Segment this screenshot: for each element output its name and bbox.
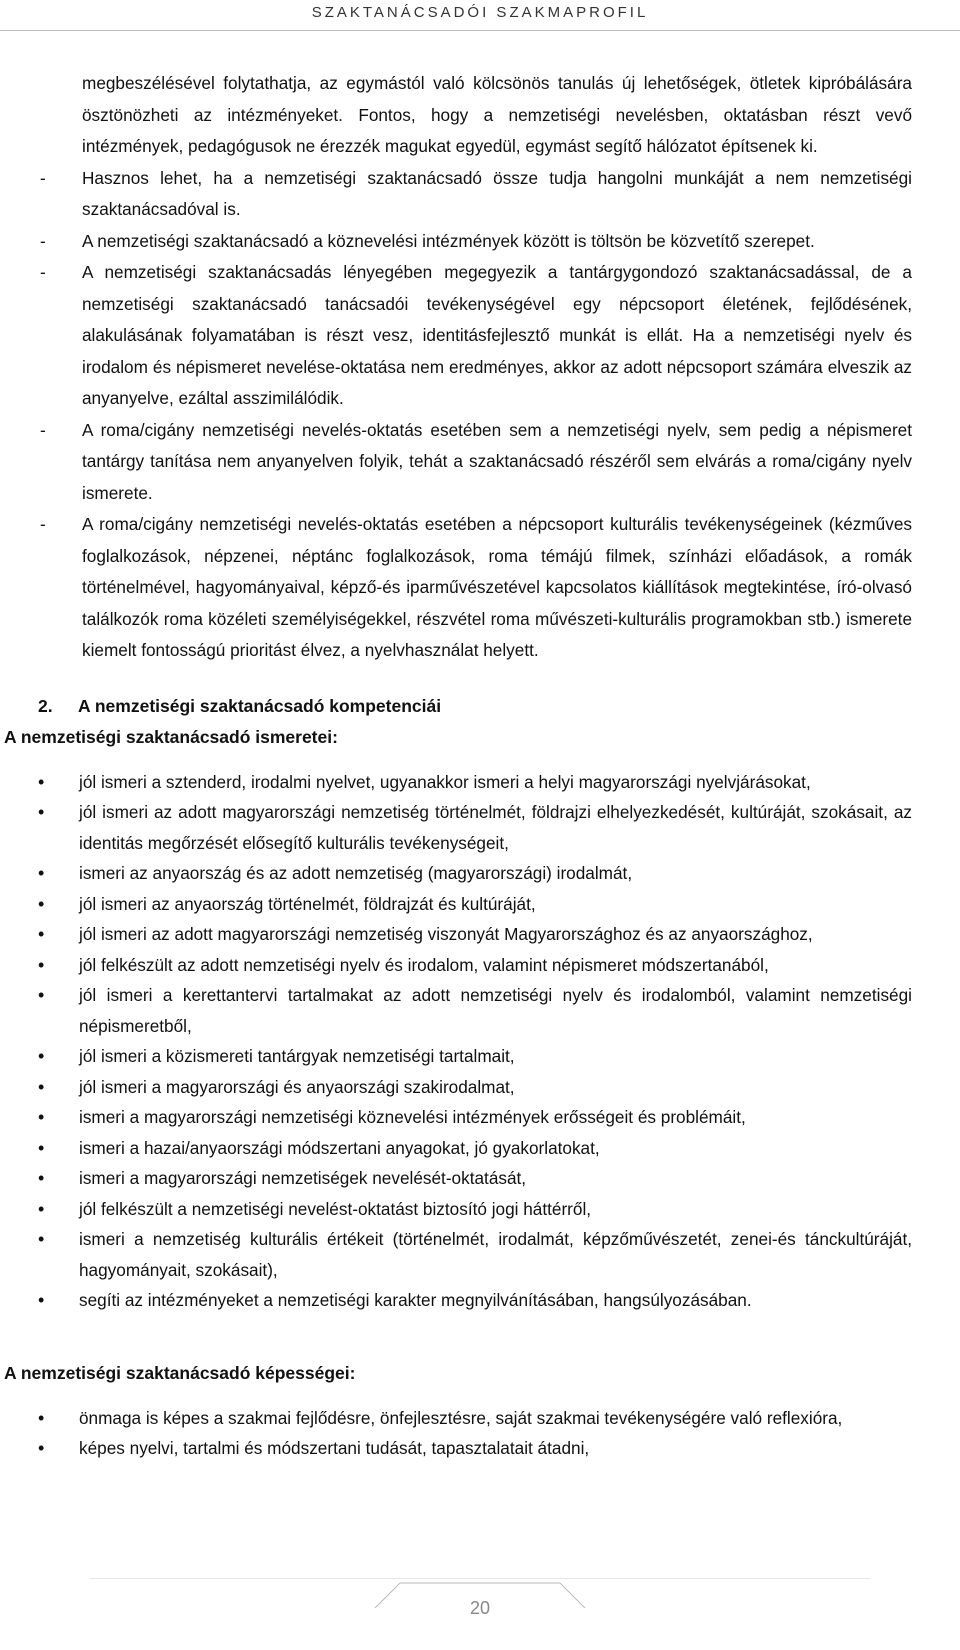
list-item: [38, 1072, 912, 1103]
dash-item-text: A roma/cigány nemzetiségi nevelés-oktatás esetében a népcsoport kulturális tevékenységeinek (kézműves foglalkozások, népzenei, néptánc foglalkozások, roma témájú filmek, színházi előadások, a romák történelmével, hagyományaival, képző-és iparművészetével kapcsolatos kiállítások megtekintése, író-olvasó találkozók roma közéleti személyiségekkel, részvétel roma művészeti-kulturális programokban stb.) ismerete kiemelt fontosságú prioritást élvez, a nyelvhasználat helyett.: [82, 514, 912, 660]
list-item: [38, 919, 912, 950]
list-item-text: önmaga is képes a szakmai fejlődésre, önfejlesztésre, saját szakmai tevékenységére való reflexióra,: [79, 1407, 843, 1428]
dash-item-text: A nemzetiségi szaktanácsadás lényegében megegyezik a tantárgygondozó szaktanácsadással, de a nemzetiségi szaktanácsadó tanácsadói tevékenységével egy népcsoport életének, fejlődésének, alakulásának folyamatában is részt vesz, identitásfejlesztő munkát is ellát. Ha a nemzetiségi nyelv és irodalom és népismeret nevelése-oktatása nem eredményes, akkor az adott népcsoport számára elveszik az anyanyelve, ezáltal asszimilálódik.: [82, 262, 912, 408]
list-item: [38, 1163, 912, 1194]
list-item: [38, 767, 912, 798]
bullet-marker: •: [38, 1137, 45, 1158]
list-item: [38, 1285, 912, 1316]
list-item-text: képes nyelvi, tartalmi és módszertani tudását, tapasztalatait átadni,: [79, 1438, 590, 1458]
list-item-text: jól ismeri a kerettantervi tartalmakat az adott nemzetiségi nyelv és irodalomból, valamint nemzetiségi népismeretből,: [79, 985, 912, 1036]
list-item-text: segíti az intézményeket a nemzetiségi karakter megnyilvánításában, hangsúlyozásában.: [79, 1290, 752, 1310]
page-footer: [0, 1578, 960, 1650]
list-item-text: ismeri az anyaország és az adott nemzetiség (magyarországi) irodalmát,: [79, 863, 633, 883]
dash-list: [0, 163, 960, 667]
dash-item-text: A roma/cigány nemzetiségi nevelés-oktatás esetében sem a nemzetiségi nyelv, sem pedig a népismeret tantárgy tanítása nem anyanyelven folyik, tehát a szaktanácsadó részéről sem elvárás a roma/cigány nyelv ismerete.: [82, 419, 912, 503]
bullet-marker: •: [38, 1438, 45, 1458]
knowledge-heading: A nemzetiségi szaktanácsadó ismeretei:: [4, 726, 338, 747]
list-item: [38, 1433, 912, 1464]
list-item-text: ismeri a nemzetiség kulturális értékeit (történelmét, irodalmát, képzőművészetét, zenei-és tánckultúráját, hagyományait, szokásait),: [79, 1229, 912, 1280]
bullet-marker: •: [38, 1046, 45, 1066]
list-item-text: jól ismeri az anyaország történelmét, földrajzát és kultúráját,: [79, 893, 536, 914]
list-item: [38, 1102, 912, 1133]
bullet-marker: •: [38, 1198, 45, 1219]
bullet-marker: •: [38, 1168, 45, 1188]
list-item: [38, 1403, 912, 1434]
dash-item-text: A nemzetiségi szaktanácsadó a köznevelési intézmények között is töltsön be közvetítő szerepet.: [82, 230, 815, 251]
list-item: [38, 1133, 912, 1164]
list-item-text: ismeri a hazai/anyaországi módszertani anyagokat, jó gyakorlatokat,: [79, 1137, 600, 1158]
header-rule: [0, 30, 960, 31]
list-item: [38, 950, 912, 981]
list-item: [38, 1041, 912, 1072]
dash-marker: -: [40, 230, 46, 251]
intro-paragraph: megbeszélésével folytathatja, az egymástól való kölcsönös tanulás új lehetőségek, ötletek kipróbálására ösztönözheti az intézményeket. Fontos, hogy a nemzetiségi nevelésben, oktatásban részt vevő intézmények, pedagógusok ne érezzék magukat egyedül, egymást segítő hálózatot építsenek ki.: [82, 73, 912, 156]
list-item-text: ismeri a magyarországi nemzetiségi köznevelési intézmények erősségeit és problémáit,: [79, 1107, 746, 1127]
section-number: 2.: [38, 695, 53, 716]
bullet-marker: •: [38, 771, 45, 792]
list-item: [38, 858, 912, 889]
bullet-marker: •: [38, 802, 45, 822]
list-item-text: jól ismeri a sztenderd, irodalmi nyelvet, ugyanakkor ismeri a helyi magyarországi nyelvjárásokat,: [79, 771, 811, 792]
bullet-marker: •: [38, 924, 45, 944]
list-item-text: jól felkészült az adott nemzetiségi nyelv és irodalom, valamint népismeret módszertanából,: [79, 954, 769, 975]
section-heading: [38, 691, 960, 722]
bullet-marker: •: [38, 1290, 45, 1310]
bullet-marker: •: [38, 1229, 45, 1249]
list-item: [38, 797, 912, 858]
dash-item: [40, 163, 912, 226]
list-item-text: jól felkészült a nemzetiségi nevelést-oktatást biztosító jogi háttérről,: [79, 1198, 592, 1219]
abilities-list: [0, 1403, 960, 1464]
list-item-text: ismeri a magyarországi nemzetiségek nevelését-oktatását,: [79, 1168, 527, 1188]
bullet-marker: •: [38, 893, 45, 914]
abilities-heading: A nemzetiségi szaktanácsadó képességei:: [4, 1362, 356, 1383]
dash-marker: -: [40, 262, 46, 282]
bullet-marker: •: [38, 1076, 45, 1097]
bullet-marker: •: [38, 1407, 45, 1428]
dash-marker: -: [40, 514, 46, 534]
list-item-text: jól ismeri a magyarországi és anyaországi szakirodalmat,: [79, 1076, 515, 1097]
bullet-marker: •: [38, 863, 45, 883]
list-item: [38, 1224, 912, 1285]
list-item-text: jól ismeri az adott magyarországi nemzetiség viszonyát Magyarországhoz és az anyaországhoz,: [79, 924, 813, 944]
dash-item: [40, 509, 912, 667]
page-content: [0, 68, 960, 1464]
dash-item-text: Hasznos lehet, ha a nemzetiségi szaktanácsadó össze tudja hangolni munkáját a nem nemzetiségi szaktanácsadóval is.: [82, 167, 912, 219]
dash-item: [40, 415, 912, 510]
dash-marker: -: [40, 167, 46, 188]
dash-item: [40, 226, 912, 258]
bullet-marker: •: [38, 1107, 45, 1127]
list-item: [38, 980, 912, 1041]
running-header: SZAKTANÁCSADÓI SZAKMAPROFIL: [311, 4, 649, 21]
knowledge-list: [0, 767, 960, 1316]
dash-item: [40, 257, 912, 415]
page-number: 20: [469, 1598, 491, 1618]
list-item: [38, 1194, 912, 1225]
bullet-marker: •: [38, 985, 45, 1005]
section-title: A nemzetiségi szaktanácsadó kompetenciái: [78, 695, 442, 716]
list-item-text: jól ismeri a közismereti tantárgyak nemzetiségi tartalmait,: [79, 1046, 515, 1066]
bullet-marker: •: [38, 954, 45, 975]
list-item: [38, 889, 912, 920]
list-item-text: jól ismeri az adott magyarországi nemzetiség történelmét, földrajzi elhelyezkedését, kultúráját, szokásait, az identitás megőrzését elősegítő kulturális tevékenységeit,: [79, 802, 912, 853]
dash-marker: -: [40, 419, 46, 440]
